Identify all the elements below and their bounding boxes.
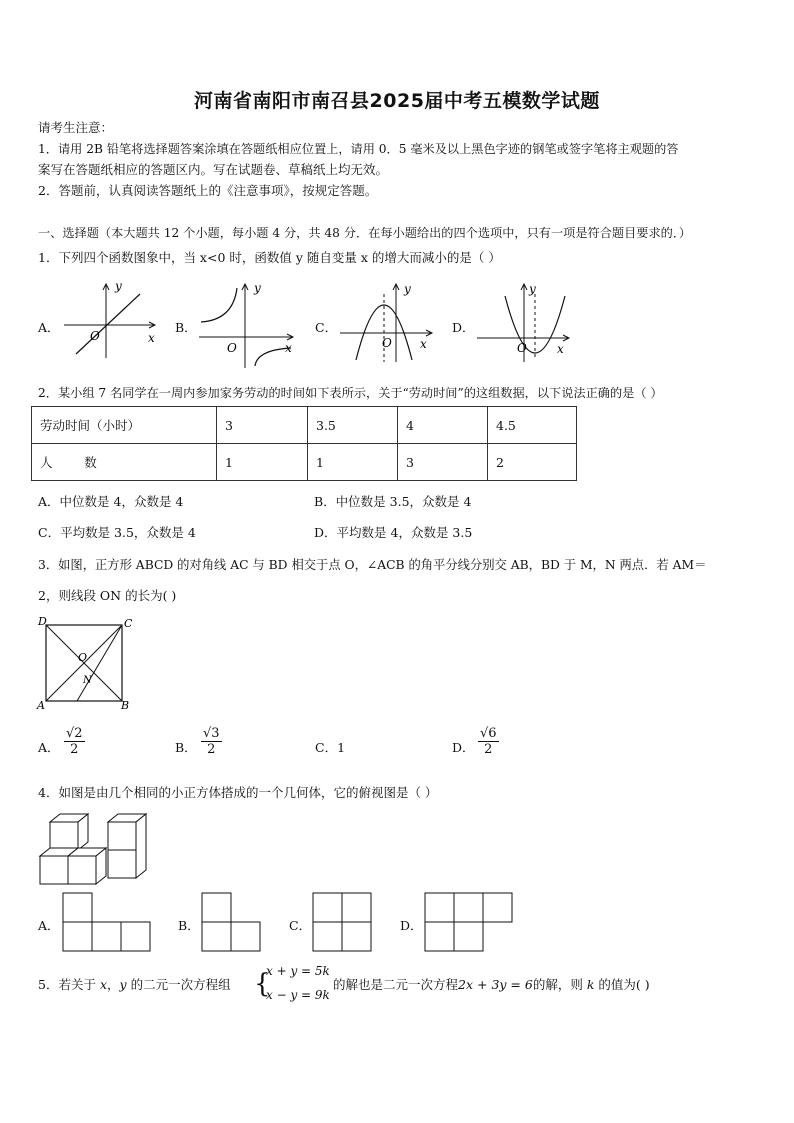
q1-option-a-label: A． — [38, 320, 60, 335]
q3-option-c: C．1 — [315, 740, 346, 755]
q3-option-b-fraction — [201, 726, 222, 757]
q3-point-d: D — [38, 615, 47, 628]
q4-view-b — [200, 891, 264, 953]
q3-option-d-fraction — [478, 726, 499, 757]
q2-option-c: C．平均数是 3.5，众数是 4 — [38, 525, 196, 540]
q1b-axis-y: y — [254, 281, 261, 295]
q1d-origin: O — [517, 341, 527, 355]
notice-item-1-line-1: 1．请用 2B 铅笔将选择题答案涂填在答题纸相应位置上，请用 0．5 毫米及以上黑色字迹的钢笔或签字笔将主观题的答 — [38, 142, 679, 156]
q1a-axis-y: y — [115, 280, 122, 293]
q5-equation-2: x − y = 9k — [266, 988, 330, 1002]
q1-graph-c — [338, 280, 438, 365]
q1-graph-b — [197, 280, 297, 370]
q1b-origin: O — [227, 341, 237, 355]
q3-option-a-fraction — [64, 726, 85, 757]
q5-var-x: x — [99, 977, 107, 992]
q1-graph-d — [475, 280, 575, 365]
q4-option-a-label: A． — [38, 918, 60, 933]
q2-option-a: A．中位数是 4，众数是 4 — [38, 494, 184, 509]
fraction-numerator: √3 — [203, 726, 220, 741]
table-cell: 1 — [217, 444, 308, 481]
q5-equation-1: x + y = 5k — [266, 964, 330, 978]
section-heading: 一、选择题（本大题共 12 个小题，每小题 4 分，共 48 分．在每小题给出的四个选项中，只有一项是符合题目要求的．） — [38, 226, 692, 240]
table-cell: 人 数 — [32, 444, 217, 481]
q1c-axis-x: x — [420, 337, 427, 351]
q5-text-c: 的解也是二元一次方程 — [333, 977, 459, 992]
q4-option-b-label: B． — [178, 918, 200, 933]
q2-option-b: B．中位数是 3.5，众数是 4 — [314, 494, 472, 509]
q3-square-figure — [36, 615, 136, 711]
table-cell: 3 — [398, 444, 488, 481]
fraction-denominator: 2 — [70, 742, 79, 757]
fraction-denominator: 2 — [484, 742, 493, 757]
q5-text-d: 的解，则 — [532, 977, 583, 992]
q2-option-d: D．平均数是 4，众数是 3.5 — [314, 525, 473, 540]
q5-brace: { — [254, 969, 271, 999]
question-3-stem-line-2: 2，则线段 ON 的长为( ) — [38, 588, 177, 603]
q5-text-a: 5．若关于 — [38, 977, 96, 992]
q4-option-c-label: C． — [289, 918, 312, 933]
table-row — [32, 407, 577, 444]
question-5-stem — [38, 977, 231, 993]
q1d-axis-y: y — [529, 282, 536, 296]
q4-view-d — [423, 891, 515, 953]
question-2-stem: 2．某小组 7 名同学在一周内参加家务劳动的时间如下表所示，关于“劳动时间”的这组数据，以下说法正确的是（ ） — [38, 386, 663, 400]
q1-graph-a — [60, 280, 160, 360]
q5-sep: ， — [107, 977, 120, 992]
q5-text-b: 的二元一次方程组 — [130, 977, 231, 992]
q1c-origin: O — [382, 336, 392, 350]
q2-data-table — [31, 406, 577, 481]
table-cell: 2 — [488, 444, 577, 481]
question-5-stem-tail — [333, 977, 650, 993]
q1-option-c-label: C． — [315, 320, 338, 335]
q3-option-a-label: A． — [38, 740, 60, 755]
q4-view-c — [311, 891, 375, 953]
table-cell: 3 — [217, 407, 308, 444]
q3-point-c: C — [124, 617, 133, 630]
table-cell: 3.5 — [308, 407, 398, 444]
q5-equation-3: 2x + 3y = 6 — [458, 977, 533, 992]
table-cell: 1 — [308, 444, 398, 481]
question-4-stem: 4．如图是由几个相同的小正方体搭成的一个几何体，它的俯视图是（ ） — [38, 785, 438, 800]
question-3-stem-line-1: 3．如图，正方形 ABCD 的对角线 AC 与 BD 相交于点 O，∠ACB 的角平分线分别交 AB，BD 于 M，N 两点．若 AM＝ — [38, 558, 707, 572]
q5-var-k: k — [586, 977, 595, 992]
fraction-numerator: √6 — [480, 726, 497, 741]
question-1-stem: 1．下列四个函数图象中，当 x<0 时，函数值 y 随自变量 x 的增大而减小的是（ ） — [38, 250, 501, 265]
table-row — [32, 444, 577, 481]
fraction-numerator: √2 — [66, 726, 83, 741]
table-cell: 4.5 — [488, 407, 577, 444]
page-title: 河南省南阳市南召县2025届中考五模数学试题 — [194, 90, 600, 112]
q3-point-n: N — [83, 675, 92, 686]
q1a-axis-x: x — [148, 331, 155, 345]
table-cell: 劳动时间（小时） — [32, 407, 217, 444]
q1b-axis-x: x — [285, 341, 292, 355]
q5-var-y: y — [119, 977, 127, 992]
q3-point-b: B — [121, 699, 130, 711]
q4-cube-solid — [38, 810, 153, 890]
q1c-axis-y: y — [404, 282, 411, 296]
q3-option-b-label: B． — [175, 740, 197, 755]
q3-point-o: O — [78, 651, 88, 664]
q3-option-d-label: D． — [452, 740, 475, 755]
q1-option-b-label: B． — [175, 320, 197, 335]
table-cell: 4 — [398, 407, 488, 444]
q4-view-a — [61, 891, 153, 953]
q1d-axis-x: x — [557, 342, 564, 356]
q5-text-e: 的值为( ) — [598, 977, 650, 992]
q3-point-a: A — [37, 699, 45, 711]
q1a-origin: O — [90, 329, 100, 343]
q4-option-d-label: D． — [400, 918, 423, 933]
notice-heading: 请考生注意： — [38, 120, 114, 135]
notice-item-2: 2．答题前，认真阅读答题纸上的《注意事项》，按规定答题。 — [38, 183, 378, 198]
notice-item-1-line-2: 案写在答题纸相应的答题区内。写在试题卷、草稿纸上均无效。 — [38, 162, 389, 177]
fraction-denominator: 2 — [207, 742, 216, 757]
q1-option-d-label: D． — [452, 320, 475, 335]
